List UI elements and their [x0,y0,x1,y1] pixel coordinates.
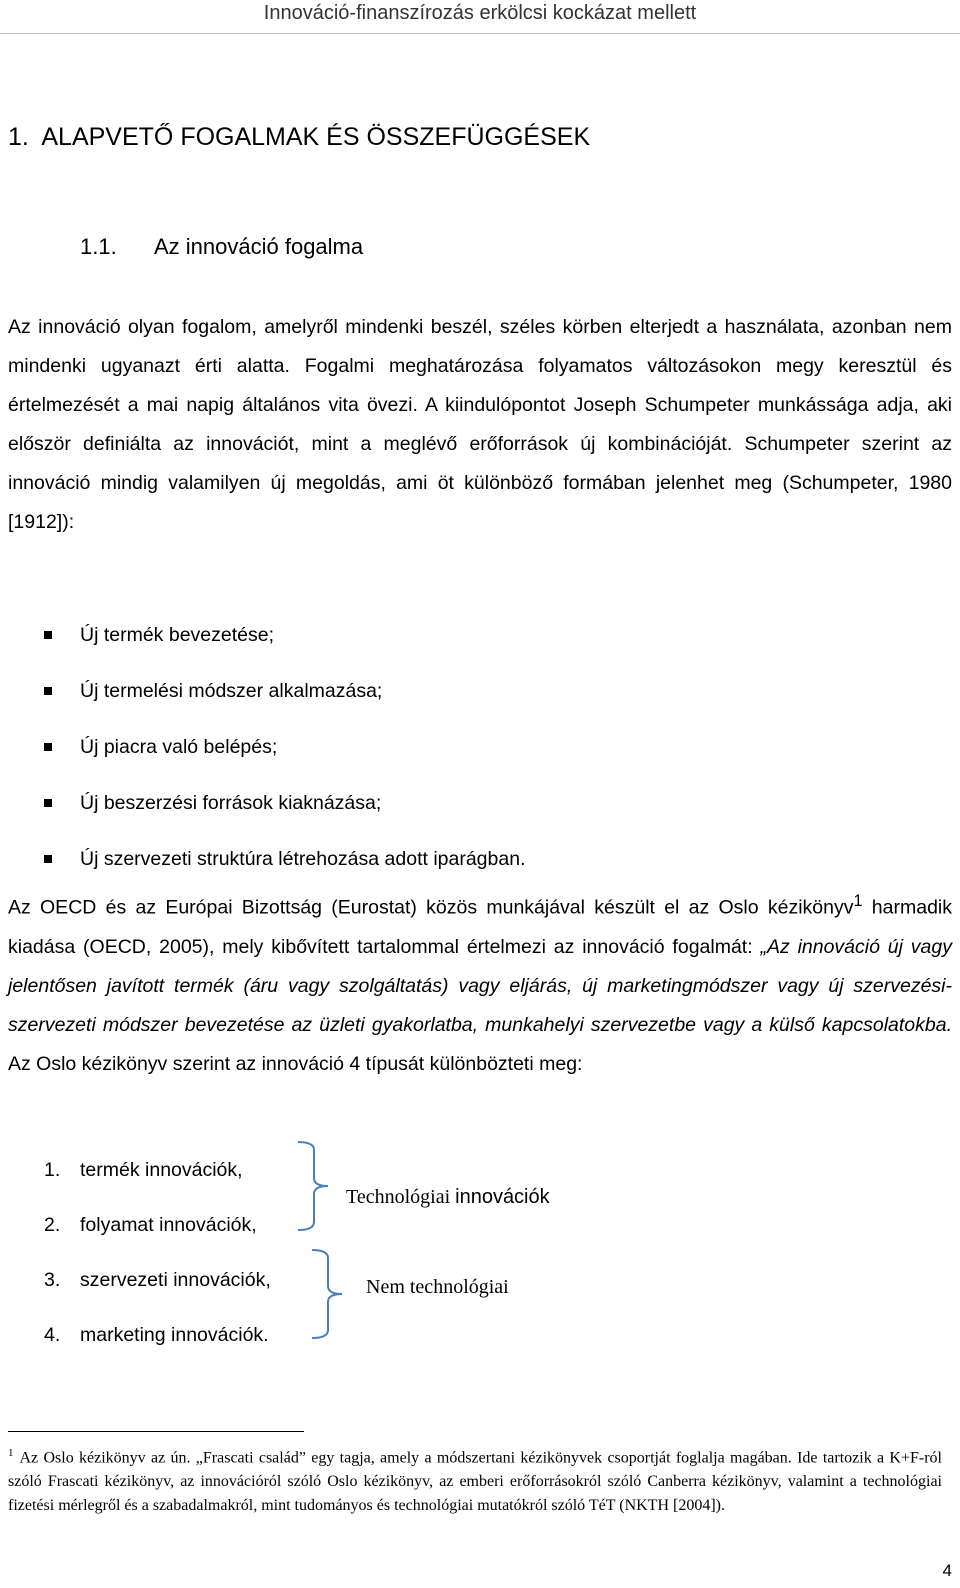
list-item: Új beszerzési források kiaknázása; [44,775,525,831]
square-bullet-icon [44,799,52,807]
header-divider [0,33,960,34]
list-item: 1. termék innovációk, [44,1159,243,1181]
oslo-outro: Az Oslo kézikönyv szerint az innováció 4 típusát különbözteti meg: [8,1052,583,1075]
running-header [0,0,960,34]
list-item: 3. szervezeti innovációk, [44,1269,271,1291]
innovation-types-list [44,1143,271,1363]
footnote [8,1441,942,1518]
intro-paragraph: Az innováció olyan fogalom, amelyről mindenki beszél, széles körben elterjedt a használata, azonban nem mindenki ugyanazt érti alatta. Fogalmi meghatározása folyamatos változásokon megy keresztül és értelmezését a mai napig általános vita övezi. A kiindulópontot Joseph Schumpeter munkássága adja, aki először definiálta az innovációt, mint a meglévő erőforrások új kombinációját. Schumpeter szerint az innováció mindig valamilyen új megoldás, ami öt különböző formában jelenhet meg (Schumpeter, 1980 [1912]): [8,316,952,533]
footnote-text: Az Oslo kézikönyv az ún. „Frascati család” egy tagja, amely a módszertani kézikönyvek csoportját foglalja magában. Ide tartozik a K+F-ról szóló Frascati kézikönyv, az innovációról szóló Oslo kézikönyv, az emberi erőforrásokról szóló Canberra kézikönyv, valamint a technológiai fizetési mérlegről és a szabadalmakról, mint tudományos és technológiai mutatókról szóló TéT (NKTH [2004]). [8,1449,942,1515]
list-item: 2. folyamat innovációk, [44,1214,257,1236]
page-number: 4 [942,1561,952,1580]
square-bullet-icon [44,687,52,695]
square-bullet-icon [44,855,52,863]
square-bullet-icon [44,743,52,751]
non-technological-brace-icon [310,1248,350,1340]
footnote-marker: 1 [8,1447,14,1459]
list-item: Új piacra való belépés; [44,719,525,775]
oslo-middle: harmadik kiadása (OECD, 2005), mely kibővített tartalommal értelmezi az innováció fogalmát: [8,896,952,958]
technological-brace-icon [296,1140,336,1232]
list-item: Új szervezeti struktúra létrehozása adott iparágban. [44,831,525,887]
schumpeter-bullet-list [44,607,525,887]
technological-group-label: Technológiai innovációk [346,1186,550,1208]
square-bullet-icon [44,631,52,639]
chapter-heading [8,121,590,153]
list-item: Új termék bevezetése; [44,607,525,663]
footnote-reference[interactable]: 1 [853,892,863,910]
non-technological-group-label: Nem technológiai [366,1276,509,1298]
oslo-paragraph [8,882,952,1084]
section-heading [80,232,363,262]
list-item: 4. marketing innovációk. [44,1324,269,1346]
section-number: 1.1. [80,234,117,259]
chapter-title: ALAPVETŐ FOGALMAK ÉS ÖSSZEFÜGGÉSEK [41,123,591,151]
chapter-number: 1. [8,123,29,151]
innovation-definition: „Az innováció új vagy jelentősen javított termék (áru vagy szolgáltatás) vagy eljárás, új marketingmódszer vagy új szervezési-szervezeti módszer bevezetése az üzleti gyakorlatba, munkahelyi szervezetbe vagy a külső kapcsolatokba. [8,935,952,1036]
oslo-intro: Az OECD és az Európai Bizottság (Eurostat) közös munkájával készült el az Oslo kézikönyv [8,896,854,919]
footnote-separator [8,1431,304,1432]
section-title: Az innováció fogalma [154,234,364,259]
list-item: Új termelési módszer alkalmazása; [44,663,525,719]
running-title: Innováció-finanszírozás erkölcsi kockázat mellett [263,2,697,24]
